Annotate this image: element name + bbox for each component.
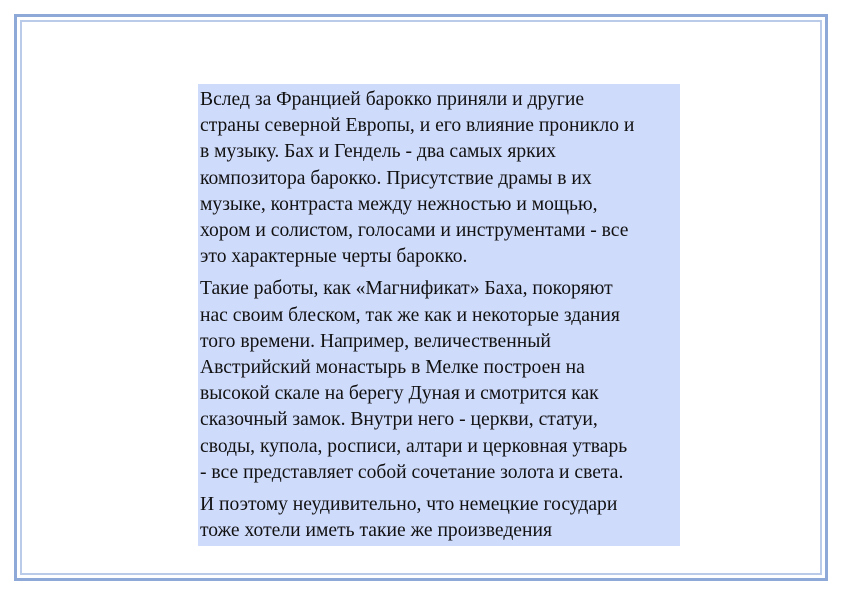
text-line: хором и солистом, голосами и инструментами - все [200, 220, 629, 242]
text-line: сказочный замок. Внутри него - церкви, статуи, [200, 409, 598, 431]
text-line: своды, купола, росписи, алтари и церковная утварь [200, 435, 628, 457]
paragraph-2 [200, 276, 678, 486]
text-line: Такие работы, как «Магнификат» Баха, покоряют [200, 278, 613, 300]
text-line: высокой скале на берегу Дуная и смотрится как [200, 383, 599, 405]
text-line: тоже хотели иметь такие же произведения [200, 520, 552, 542]
text-line: Австрийский монастырь в Мелке построен на [200, 357, 585, 379]
text-line: того времени. Например, величественный [200, 330, 551, 352]
text-line: страны северной Европы, и его влияние проникло и [200, 115, 635, 137]
text-line: это характерные черты барокко. [200, 246, 468, 268]
paragraph-1 [200, 87, 678, 270]
text-line: Вслед за Францией барокко приняли и другие [200, 89, 585, 110]
text-line: - все представляет собой сочетание золота и света. [200, 461, 624, 483]
text-line: композитора барокко. Присутствие драмы в их [200, 167, 592, 189]
text-line: музыке, контраста между нежностью и мощью, [200, 193, 598, 215]
text-line: в музыку. Бах и Гендель - два самых ярких [200, 141, 556, 163]
text-line: нас своим блеском, так же как и некоторые здания [200, 304, 620, 326]
paragraph-3 [200, 492, 678, 544]
text-line: И поэтому неудивительно, что немецкие государи [200, 494, 618, 516]
text-box [198, 84, 680, 546]
